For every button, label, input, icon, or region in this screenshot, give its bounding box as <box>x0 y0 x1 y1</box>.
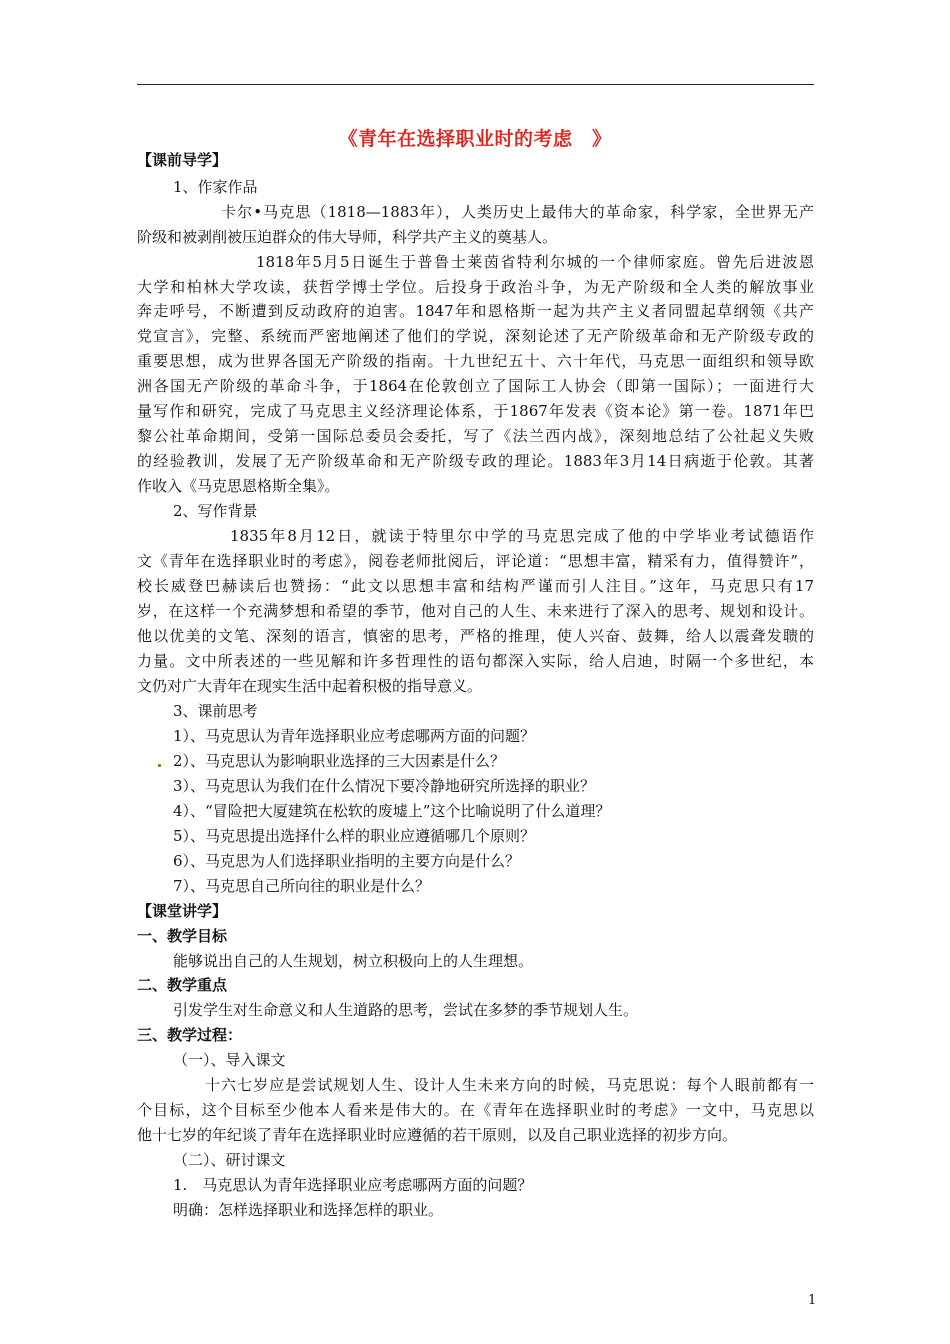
background-line: 文仍对广大青年在现实生活中起着积极的指导意义。 <box>137 677 483 695</box>
focus-text: 引发学生对生命意义和人生道路的思考，尝试在多梦的季节规划人生。 <box>173 1001 639 1019</box>
bio-line: 奔走呼号，不断遭到反动政府的迫害。1847年和恩格斯一起为共产主义者同盟起草纲领《共产 <box>137 302 814 320</box>
bio-line: 1818年5月5日诞生于普鲁士莱茵省特利尔城的一个律师家庭。曾先后进波恩 <box>256 253 814 271</box>
bio-line: 黎公社革命期间，受第一国际总委员会委托，写了《法兰西内战》，深刻地总结了公社起义失败 <box>137 427 814 445</box>
document-title: 《青年在选择职业时的考虑 》 <box>338 128 612 150</box>
bio-line: 的经验教训，发展了无产阶级革命和无产阶级专政的理论。1883年3月14日病逝于伦敦。其著 <box>137 452 814 470</box>
intro-line: 十六七岁应是尝试规划人生、设计人生未来方向的时候，马克思说：每个人眼前都有一 <box>205 1076 814 1094</box>
question-item: 4）、“冒险把大厦建筑在松软的废墟上”这个比喻说明了什么道理？ <box>173 802 611 820</box>
subheading-background: 2、写作背景 <box>173 502 258 520</box>
section-heading-preview: 【课前导学】 <box>137 151 228 169</box>
question-item: 7）、马克思自己所向往的职业是什么？ <box>173 877 431 895</box>
bio-line: 重要思想，成为世界各国无产阶级的指南。十九世纪五十、六十年代，马克思一面组织和领导欧 <box>137 352 814 370</box>
intro-line: 个目标，这个目标至少他本人看来是伟大的。在《青年在选择职业时的考虑》一文中，马克思以 <box>137 1101 814 1119</box>
background-line: 岁，在这样一个充满梦想和希望的季节，他对自己的人生、未来进行了深入的思考、规划和设计。 <box>137 602 814 620</box>
heading-focus: 二、教学重点 <box>137 976 228 994</box>
discuss-answer: 明确：怎样选择职业和选择怎样的职业。 <box>173 1201 444 1219</box>
subheading-author: 1、作家作品 <box>173 178 258 196</box>
question-item: 2）、马克思认为影响职业选择的三大因素是什么？ <box>173 752 506 770</box>
subheading-intro: （一）、导入课文 <box>173 1051 286 1069</box>
header-rule <box>137 84 814 85</box>
question-item: 3）、马克思认为我们在什么情况下要冷静地研究所选择的职业？ <box>173 777 596 795</box>
bio-line: 量写作和研究，完成了马克思主义经济理论体系，于1867年发表《资本论》第一卷。1871年巴 <box>137 402 814 420</box>
bio-line: 洲各国无产阶级的革命斗争，于1864在伦敦创立了国际工人协会（即第一国际）；一面进行大 <box>137 377 814 395</box>
question-item: 5）、马克思提出选择什么样的职业应遵循哪几个原则？ <box>173 827 536 845</box>
heading-process: 三、教学过程： <box>137 1026 243 1044</box>
bio-line: 党宣言》，完整、系统而严密地阐述了他们的学说，深刻论述了无产阶级革命和无产阶级专政的 <box>137 327 814 345</box>
discuss-question: 1. 马克思认为青年选择职业应考虑哪两方面的问题？ <box>173 1176 533 1194</box>
background-line: 他以优美的文笔、深刻的语言，慎密的思考，严格的推理，使人兴奋、鼓舞，给人以震聋发聩的 <box>137 627 814 645</box>
question-item: 1）、马克思认为青年选择职业应考虑哪两方面的问题？ <box>173 727 536 745</box>
background-line: 力量。文中所表述的一些见解和许多哲理性的语句都深入实际，给人启迪，时隔一个多世纪，本 <box>137 652 814 670</box>
section-heading-class: 【课堂讲学】 <box>137 902 228 920</box>
bio-line: 作收入《马克思恩格斯全集》。 <box>137 477 340 495</box>
background-line: 文《青年在选择职业时的考虑》，阅卷老师批阅后，评论道：“思想丰富，精采有力，值得赞许”， <box>137 552 814 570</box>
background-line: 1835年8月12日，就读于特里尔中学的马克思完成了他的中学毕业考试德语作 <box>230 527 814 545</box>
goal-text: 能够说出自己的人生规划，树立积极向上的人生理想。 <box>173 952 534 970</box>
intro-line: 他十七岁的年纪谈了青年在选择职业时应遵循的若干原则，以及自己职业选择的初步方向。 <box>137 1126 738 1144</box>
author-line: 卡尔•马克思（1818—1883年），人类历史上最伟大的革命家，科学家，全世界无产 <box>221 203 814 221</box>
page-number: 1 <box>808 1293 817 1308</box>
bio-line: 大学和柏林大学攻读，获哲学博士学位。后投身于政治斗争，为无产阶级和全人类的解放事业 <box>137 278 814 296</box>
question-item: 6）、马克思为人们选择职业指明的主要方向是什么？ <box>173 852 521 870</box>
subheading-discuss: （二）、研讨课文 <box>173 1151 286 1169</box>
bullet-dot <box>158 764 161 767</box>
heading-goal: 一、教学目标 <box>137 927 228 945</box>
background-line: 校长威登巴赫读后也赞扬：“此文以思想丰富和结构严谨而引人注目。”这年，马克思只有17 <box>137 577 814 595</box>
subheading-questions: 3、课前思考 <box>173 702 258 720</box>
author-line: 阶级和被剥削被压迫群众的伟大导师，科学共产主义的奠基人。 <box>137 228 558 246</box>
